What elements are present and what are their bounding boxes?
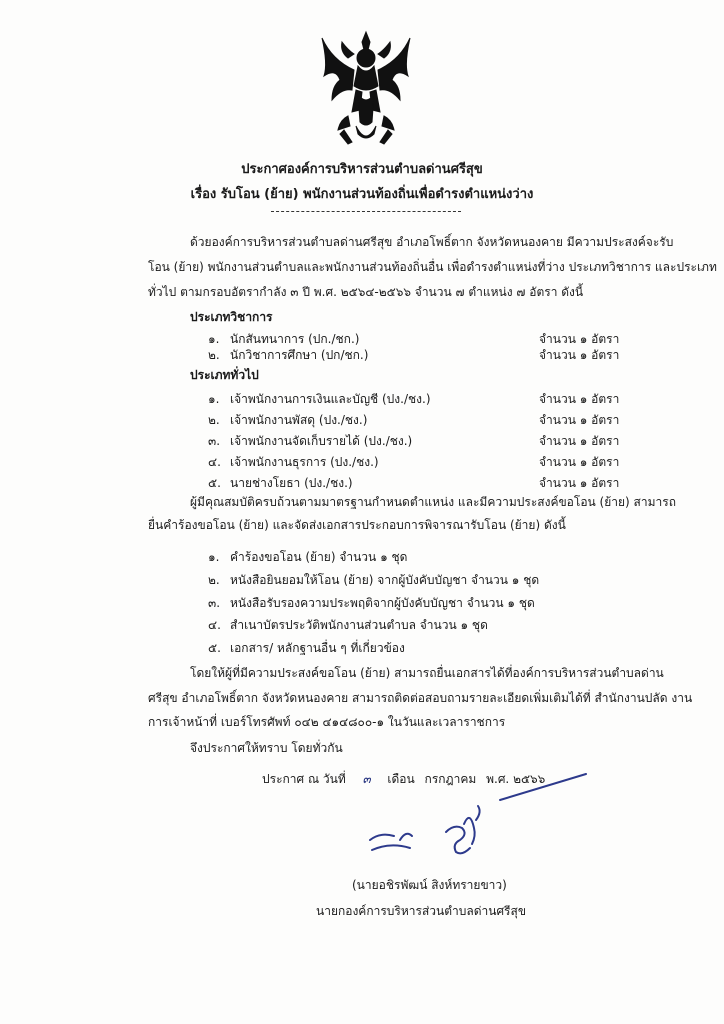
position-name: เจ้าพนักงานพัสดุ (ปง./ชง.) <box>230 413 368 427</box>
document-text: หนังสือยินยอมให้โอน (ย้าย) จากผู้บังคับบัญชา จำนวน ๑ ชุด <box>230 573 540 587</box>
position-name: เจ้าพนักงานจัดเก็บรายได้ (ปง./ชง.) <box>230 434 413 448</box>
position-name: นายช่างโยธา (ปง./ชง.) <box>230 476 353 490</box>
position-name: นักวิชาการศึกษา (ปก/ชก.) <box>230 348 369 362</box>
document-text: หนังสือรับรองความประพฤติจากผู้บังคับบัญชา จำนวน ๑ ชุด <box>230 596 535 610</box>
signer-name: (นายอชิรพัฒน์ สิงห์ทรายขาว) <box>352 878 507 892</box>
title-divider <box>271 211 461 212</box>
list-item <box>208 454 379 470</box>
position-quota: จำนวน ๑ อัตรา <box>539 348 620 362</box>
item-number: ๑. <box>208 550 220 564</box>
announcement-title: ประกาศองค์การบริหารส่วนตำบลด่านศรีสุข <box>241 162 483 177</box>
position-quota: จำนวน ๑ อัตรา <box>539 476 620 490</box>
position-quota: จำนวน ๑ อัตรา <box>539 455 620 469</box>
contact-line-2: ศรีสุข อำเภอโพธิ์ตาก จังหวัดหนองคาย สามารถติดต่อสอบถามรายละเอียดเพิ่มเติมได้ที่ สำนักงานปลัด งาน <box>148 691 693 705</box>
position-quota: จำนวน ๑ อัตรา <box>539 332 620 346</box>
intro-line-2: โอน (ย้าย) พนักงานส่วนตำบลและพนักงานส่วนท้องถิ่นอื่น เพื่อดำรงตำแหน่งที่ว่าง ประเภทวิชาการ และประเภท <box>148 260 717 274</box>
position-name: เจ้าพนักงานการเงินและบัญชี (ปง./ชง.) <box>230 392 431 406</box>
list-item <box>208 549 407 565</box>
item-number: ๔. <box>208 618 221 632</box>
position-quota: จำนวน ๑ อัตรา <box>539 413 620 427</box>
list-item <box>208 572 539 588</box>
item-number: ๒. <box>208 573 220 587</box>
list-item <box>208 347 368 363</box>
item-number: ๑. <box>208 392 220 406</box>
contact-line-3: การเจ้าหน้าที่ เบอร์โทรศัพท์ ๐๔๒ ๔๑๔๘๐๐-๑ ในวันและเวลาราชการ <box>148 715 506 729</box>
announcement-subject: เรื่อง รับโอน (ย้าย) พนักงานส่วนท้องถิ่นเพื่อดำรงตำแหน่งว่าง <box>190 187 534 202</box>
list-item <box>208 640 405 656</box>
contact-line-1: โดยให้ผู้ที่มีความประสงค์ขอโอน (ย้าย) สามารถยื่นเอกสารได้ที่องค์การบริหารส่วนตำบลด่าน <box>190 666 664 680</box>
signer-position: นายกองค์การบริหารส่วนตำบลด่านศรีสุข <box>316 904 527 918</box>
document-text: เอกสาร/ หลักฐานอื่น ๆ ที่เกี่ยวข้อง <box>230 641 405 655</box>
qualify-line-1: ผู้มีคุณสมบัติครบถ้วนตามมาตรฐานกำหนดตำแหน่ง และมีความประสงค์ขอโอน (ย้าย) สามารถ <box>190 495 676 509</box>
signature-icon <box>350 770 590 860</box>
position-quota: จำนวน ๑ อัตรา <box>539 434 620 448</box>
list-item <box>208 433 412 449</box>
qualify-line-2: ยื่นคำร้องขอโอน (ย้าย) และจัดส่งเอกสารประกอบการพิจารณารับโอน (ย้าย) ดังนี้ <box>148 518 566 532</box>
list-item <box>208 331 359 347</box>
list-item <box>208 391 431 407</box>
item-number: ๒. <box>208 348 220 362</box>
date-year: พ.ศ. ๒๕๖๖ <box>486 772 546 786</box>
general-heading: ประเภททั่วไป <box>190 368 259 382</box>
item-number: ๕. <box>208 476 221 490</box>
document-text: สำเนาบัตรประวัติพนักงานส่วนตำบล จำนวน ๑ ชุด <box>230 618 488 632</box>
date-prefix: ประกาศ ณ วันที่ <box>262 772 346 786</box>
document-text: คำร้องขอโอน (ย้าย) จำนวน ๑ ชุด <box>230 550 408 564</box>
intro-line-3: ทั่วไป ตามกรอบอัตรากำลัง ๓ ปี พ.ศ. ๒๕๖๔-๒๕๖๖ จำนวน ๗ ตำแหน่ง ๗ อัตรา ดังนี้ <box>148 285 584 299</box>
intro-line-1: ด้วยองค์การบริหารส่วนตำบลด่านศรีสุข อำเภอโพธิ์ตาก จังหวัดหนองคาย มีความประสงค์จะรับ <box>190 235 674 249</box>
list-item <box>208 617 488 633</box>
list-item <box>208 475 353 491</box>
position-name: นักสันทนาการ (ปก./ชก.) <box>230 332 360 346</box>
item-number: ๔. <box>208 455 221 469</box>
position-quota: จำนวน ๑ อัตรา <box>539 392 620 406</box>
closing-statement: จึงประกาศให้ทราบ โดยทั่วกัน <box>190 741 343 755</box>
item-number: ๕. <box>208 641 221 655</box>
date-day: ๓ <box>362 772 371 786</box>
academic-heading: ประเภทวิชาการ <box>190 310 273 324</box>
item-number: ๓. <box>208 596 221 610</box>
position-name: เจ้าพนักงานธุรการ (ปง./ชง.) <box>230 455 379 469</box>
list-item <box>208 595 535 611</box>
item-number: ๓. <box>208 434 221 448</box>
list-item <box>208 412 367 428</box>
item-number: ๑. <box>208 332 220 346</box>
month-label: เดือน <box>387 772 415 786</box>
date-month: กรกฎาคม <box>424 772 477 786</box>
garuda-emblem-icon <box>318 30 414 148</box>
item-number: ๒. <box>208 413 220 427</box>
